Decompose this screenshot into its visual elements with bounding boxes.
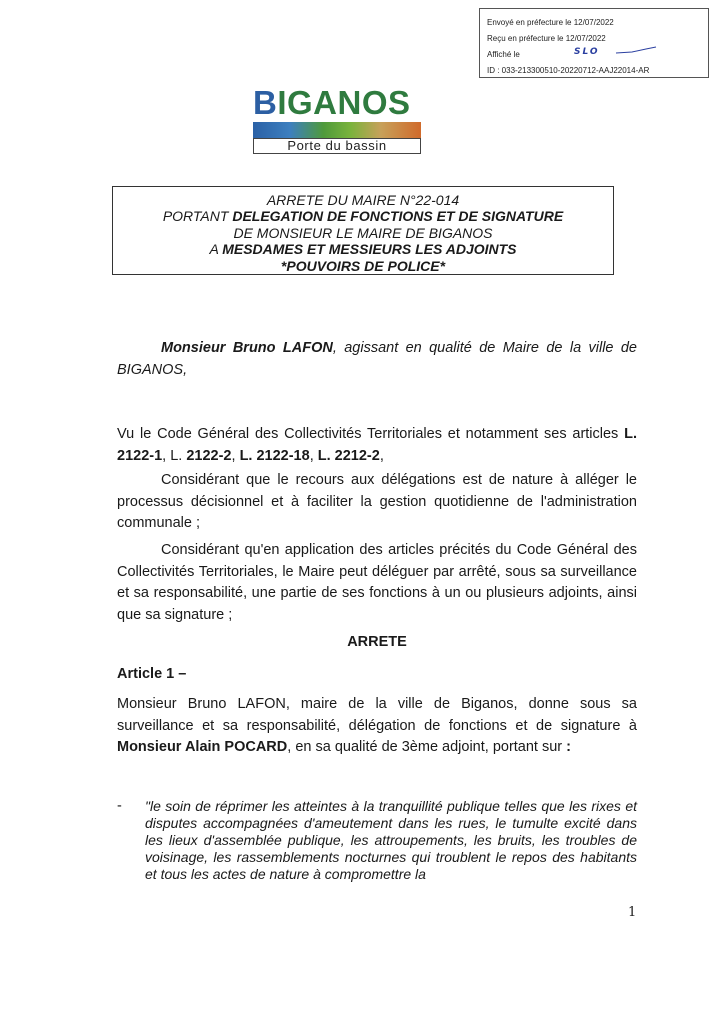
title-line-2: PORTANT DELEGATION DE FONCTIONS ET DE SIGNATURE <box>162 208 564 225</box>
title-line-1: ARRETE DU MAIRE N°22-014 <box>266 192 460 208</box>
svg-text:SLO: SLO <box>574 47 600 57</box>
logo-tagline: Porte du bassin <box>253 138 421 154</box>
bullet-item-public-tranquility: "le soin de réprimer les atteintes à la tranquillité publique telles que les rixes et disputes accompagnées d'ameutement dans les rues, le tumulte excité dans les lieux d'assemblée publique, les attroupements, les bruits, les troubles de voisinage, les rassemblements nocturnes qui troublent le repos des habitants et tous les actes de nature à compromettre la <box>145 798 637 882</box>
article-1-heading: Article 1 – <box>117 666 187 682</box>
stamp-sent: Envoyé en préfecture le 12/07/2022 <box>487 18 614 27</box>
paragraph-considering-2: Considérant qu'en application des articles précités du Code Général des Collectivités Territoriales, le Maire peut déléguer par arrêté, sous sa surveillance et sa responsabilité, une partie de ses fonctions à un ou plusieurs adjoints, ainsi que sa signature ; <box>117 542 637 623</box>
paragraph-legal-basis: Vu le Code Général des Collectivités Territoriales et notamment ses articles L. 2122-1, L. 2122-2, L. 2122-18, L. 2212-2, <box>117 426 637 464</box>
page-number: 1 <box>628 905 637 920</box>
title-line-5: *POUVOIRS DE POLICE* <box>280 257 446 274</box>
paragraph-article-1: Monsieur Bruno LAFON, maire de la ville de Biganos, donne sous sa surveillance et sa responsabilité, délégation de fonctions et de signature à Monsieur Alain POCARD, en sa qualité de 3ème adjoint, portant sur : <box>117 696 637 755</box>
biganos-logo <box>253 86 421 154</box>
stamp-signature-mark <box>572 45 662 57</box>
bullet-dash: - <box>117 798 122 814</box>
stamp-received: Reçu en préfecture le 12/07/2022 <box>487 34 606 43</box>
prefecture-stamp <box>479 8 709 78</box>
stamp-posted: Affiché le <box>487 50 520 59</box>
title-line-3: DE MONSIEUR LE MAIRE DE BIGANOS <box>233 224 493 241</box>
paragraph-mayor: Monsieur Bruno LAFON, agissant en qualité de Maire de la ville de BIGANOS, <box>117 340 637 378</box>
section-heading-arrete: ARRETE <box>347 634 407 650</box>
paragraph-considering-1: Considérant que le recours aux délégations est de nature à alléger le processus décisionnel et à faciliter la gestion quotidienne de l'administration communale ; <box>117 472 637 531</box>
logo-color-band <box>253 122 421 139</box>
title-line-4: A MESDAMES ET MESSIEURS LES ADJOINTS <box>209 241 517 258</box>
decree-title-box <box>112 186 614 275</box>
logo-wordmark: BIGANOS <box>253 84 411 121</box>
stamp-id: ID : 033-213300510-20220712-AAJ22014-AR <box>487 66 650 75</box>
